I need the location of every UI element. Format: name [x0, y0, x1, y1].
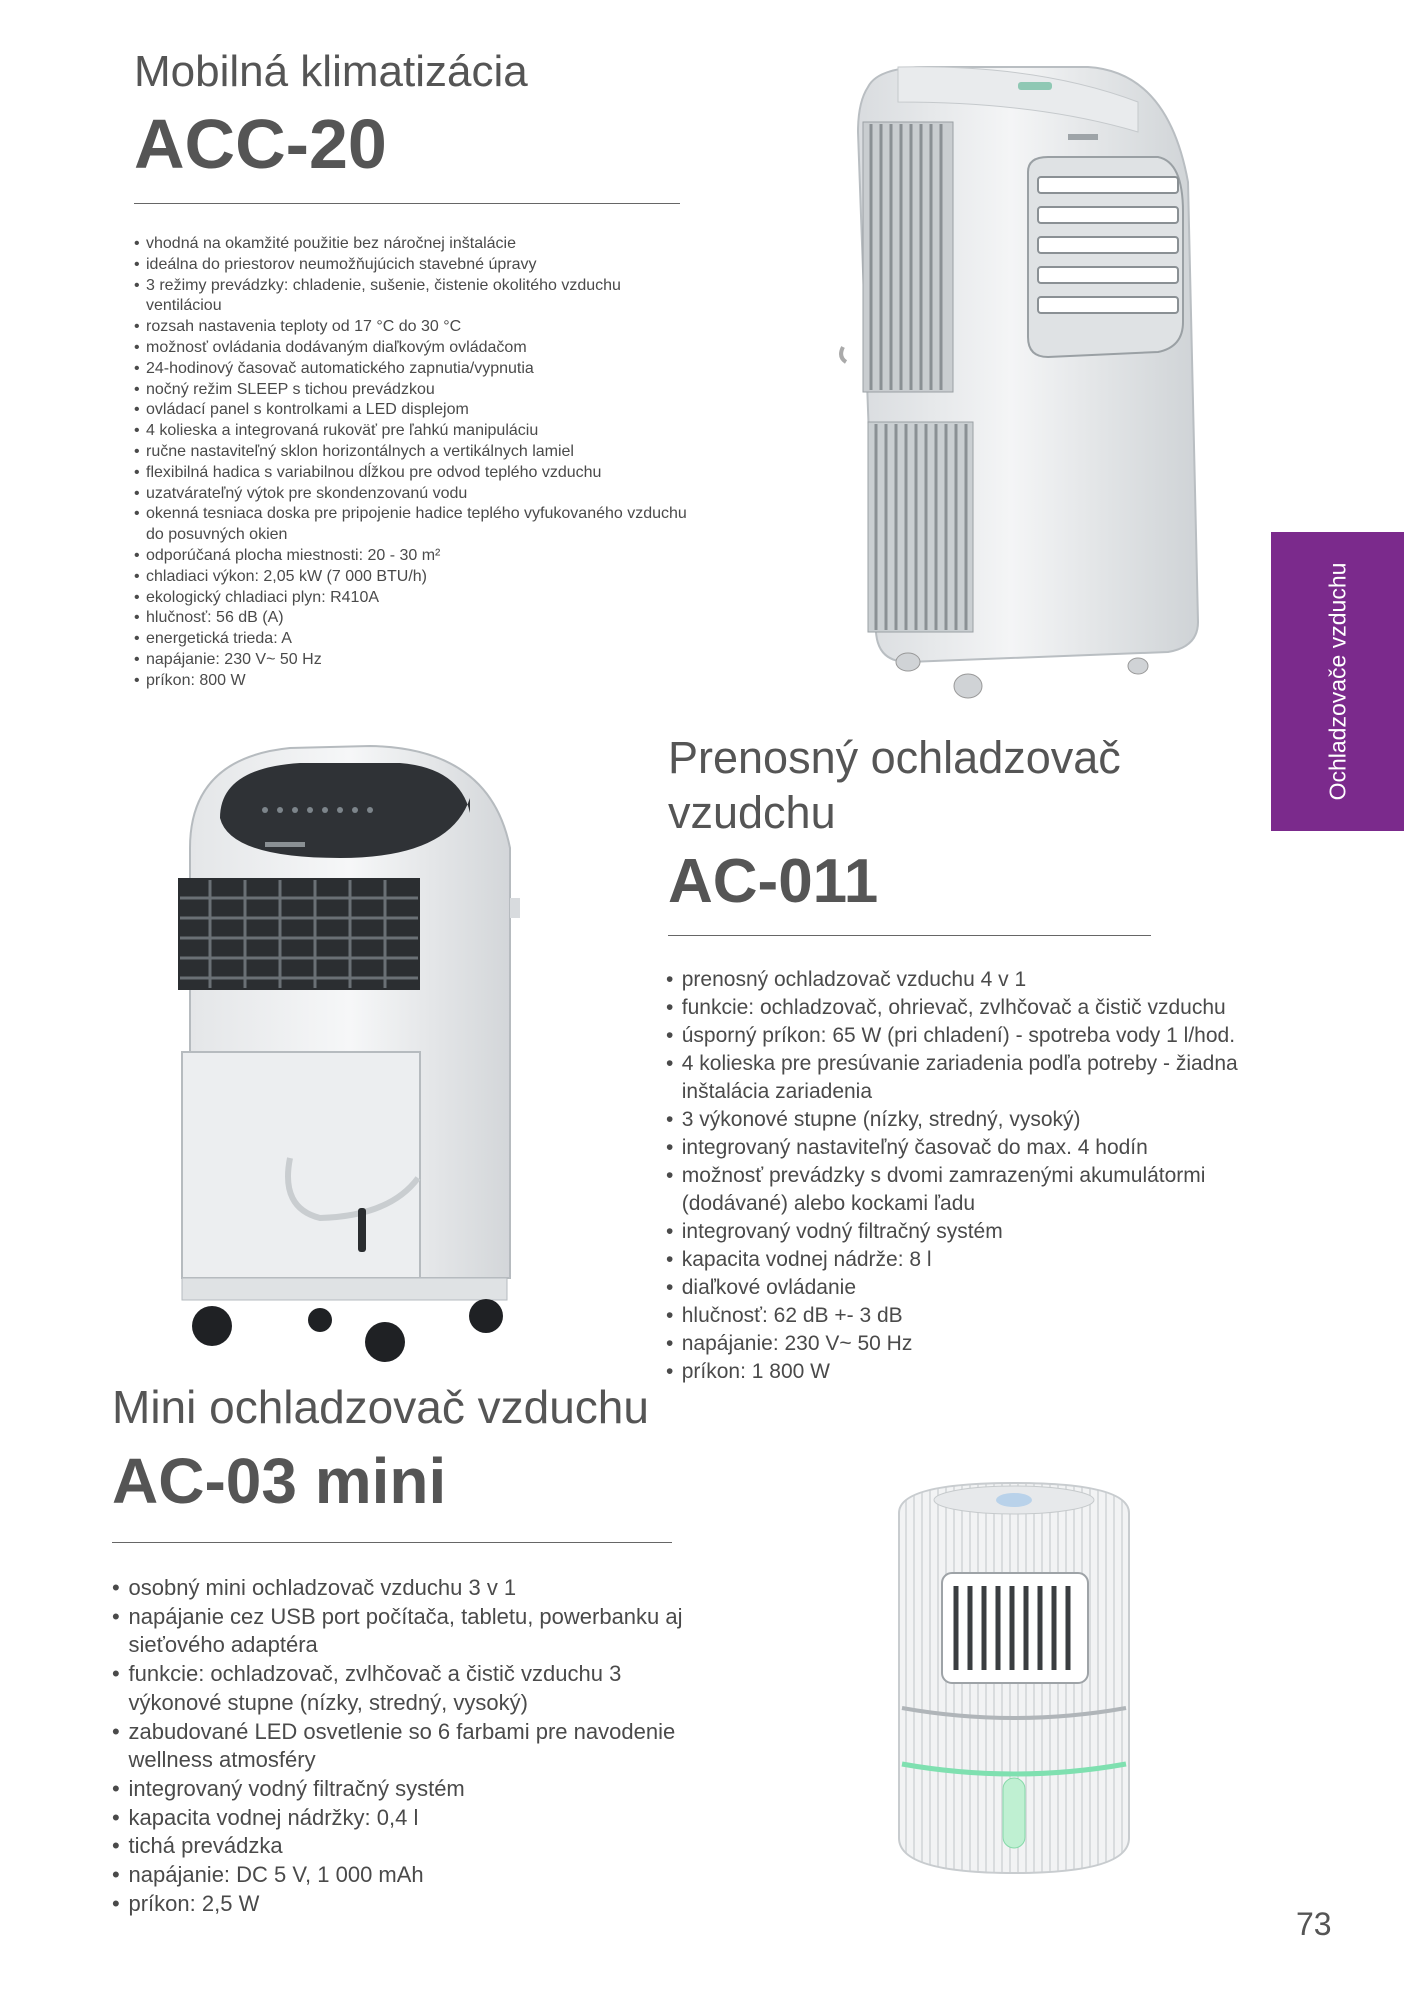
ac011-model-title: AC-011: [668, 847, 879, 916]
feature-item: • okenná tesniaca doska pre pripojenie hadice teplého vyfukovaného vzduchu do posuvných okien: [134, 504, 694, 546]
ac03-divider: [112, 1542, 672, 1543]
ac03-feature-list: [112, 1574, 702, 1918]
ac03-subtitle: Mini ochladzovač vzduchu: [112, 1381, 649, 1433]
feature-item: • integrovaný vodný filtračný systém: [666, 1218, 1316, 1246]
feature-item: • tichá prevádzka: [112, 1832, 702, 1861]
page-number: 73: [1296, 1906, 1332, 1942]
acc20-product-image: [838, 62, 1204, 712]
feature-item: • kapacita vodnej nádržky: 0,4 l: [112, 1804, 702, 1833]
feature-item: • napájanie: 230 V~ 50 Hz: [134, 650, 694, 671]
feature-item: • príkon: 2,5 W: [112, 1890, 702, 1919]
ac011-subtitle: Prenosný ochladzovač vzudchu: [668, 732, 1121, 838]
feature-item: • odporúčaná plocha miestnosti: 20 - 30 m²: [134, 546, 694, 567]
feature-item: • nočný režim SLEEP s tichou prevádzkou: [134, 380, 694, 401]
feature-item: • diaľkové ovládanie: [666, 1274, 1316, 1302]
acc20-model-title: ACC-20: [134, 105, 387, 183]
feature-item: • príkon: 800 W: [134, 671, 694, 692]
feature-item: • ručne nastaviteľný sklon horizontálnych a vertikálnych lamiel: [134, 442, 694, 463]
feature-item: • napájanie cez USB port počítača, tabletu, powerbanku aj sieťového adaptéra: [112, 1603, 702, 1660]
feature-item: • rozsah nastavenia teploty od 17 °C do 30 °C: [134, 317, 694, 338]
feature-item: • chladiaci výkon: 2,05 kW (7 000 BTU/h): [134, 567, 694, 588]
feature-item: • 24-hodinový časovač automatického zapnutia/vypnutia: [134, 359, 694, 380]
feature-item: • možnosť prevádzky s dvomi zamrazenými akumulátormi (dodávané) alebo kockami ľadu: [666, 1162, 1316, 1218]
feature-item: • ovládací panel s kontrolkami a LED displejom: [134, 400, 694, 421]
category-tab: [1271, 532, 1404, 831]
acc20-divider: [134, 203, 680, 204]
feature-item: • 3 režimy prevádzky: chladenie, sušenie, čistenie okolitého vzduchu ventiláciou: [134, 276, 694, 318]
feature-item: • uzatvárateľný výtok pre skondenzovanú vodu: [134, 484, 694, 505]
feature-item: • funkcie: ochladzovač, zvlhčovač a čistič vzduchu 3 výkonové stupne (nízky, stredný, vysoký): [112, 1660, 702, 1717]
category-tab-label: Ochladzovače vzduchu: [1324, 562, 1350, 801]
feature-item: • energetická trieda: A: [134, 629, 694, 650]
feature-item: • integrovaný vodný filtračný systém: [112, 1775, 702, 1804]
feature-item: • integrovaný nastaviteľný časovač do max. 4 hodín: [666, 1134, 1316, 1162]
feature-item: • možnosť ovládania dodávaným diaľkovým ovládačom: [134, 338, 694, 359]
feature-item: • napájanie: 230 V~ 50 Hz: [666, 1330, 1316, 1358]
feature-item: • 4 kolieska a integrovaná rukoväť pre ľahkú manipuláciu: [134, 421, 694, 442]
acc20-subtitle: Mobilná klimatizácia: [134, 47, 528, 96]
ac011-product-image: [170, 738, 520, 1363]
feature-item: • napájanie: DC 5 V, 1 000 mAh: [112, 1861, 702, 1890]
ac03-model-title: AC-03 mini: [112, 1445, 447, 1517]
feature-item: • ideálna do priestorov neumožňujúcich stavebné úpravy: [134, 255, 694, 276]
feature-item: • kapacita vodnej nádrže: 8 l: [666, 1246, 1316, 1274]
ac011-divider: [668, 935, 1151, 936]
feature-item: • osobný mini ochladzovač vzduchu 3 v 1: [112, 1574, 702, 1603]
feature-item: • funkcie: ochladzovač, ohrievač, zvlhčovač a čistič vzduchu: [666, 994, 1316, 1022]
acc20-front-louvre: [1028, 157, 1183, 357]
feature-item: • hlučnosť: 62 dB +- 3 dB: [666, 1302, 1316, 1330]
feature-item: • vhodná na okamžité použitie bez náročnej inštalácie: [134, 234, 694, 255]
feature-item: • úsporný príkon: 65 W (pri chladení) - spotreba vody 1 l/hod.: [666, 1022, 1316, 1050]
ac011-front-grille: [178, 878, 420, 990]
feature-item: • flexibilná hadica s variabilnou dĺžkou pre odvod teplého vzduchu: [134, 463, 694, 484]
feature-item: • hlučnosť: 56 dB (A): [134, 608, 694, 629]
feature-item: • prenosný ochladzovač vzduchu 4 v 1: [666, 966, 1316, 994]
feature-item: • zabudované LED osvetlenie so 6 farbami pre navodenie wellness atmosféry: [112, 1718, 702, 1775]
feature-item: • 4 kolieska pre presúvanie zariadenia podľa potreby - žiadna inštalácia zariadenia: [666, 1050, 1316, 1106]
ac011-feature-list: [666, 966, 1316, 1386]
acc20-feature-list: [134, 234, 694, 692]
feature-item: • ekologický chladiaci plyn: R410A: [134, 588, 694, 609]
feature-item: • príkon: 1 800 W: [666, 1358, 1316, 1386]
feature-item: • 3 výkonové stupne (nízky, stredný, vysoký): [666, 1106, 1316, 1134]
ac03-product-image: [894, 1478, 1134, 1878]
